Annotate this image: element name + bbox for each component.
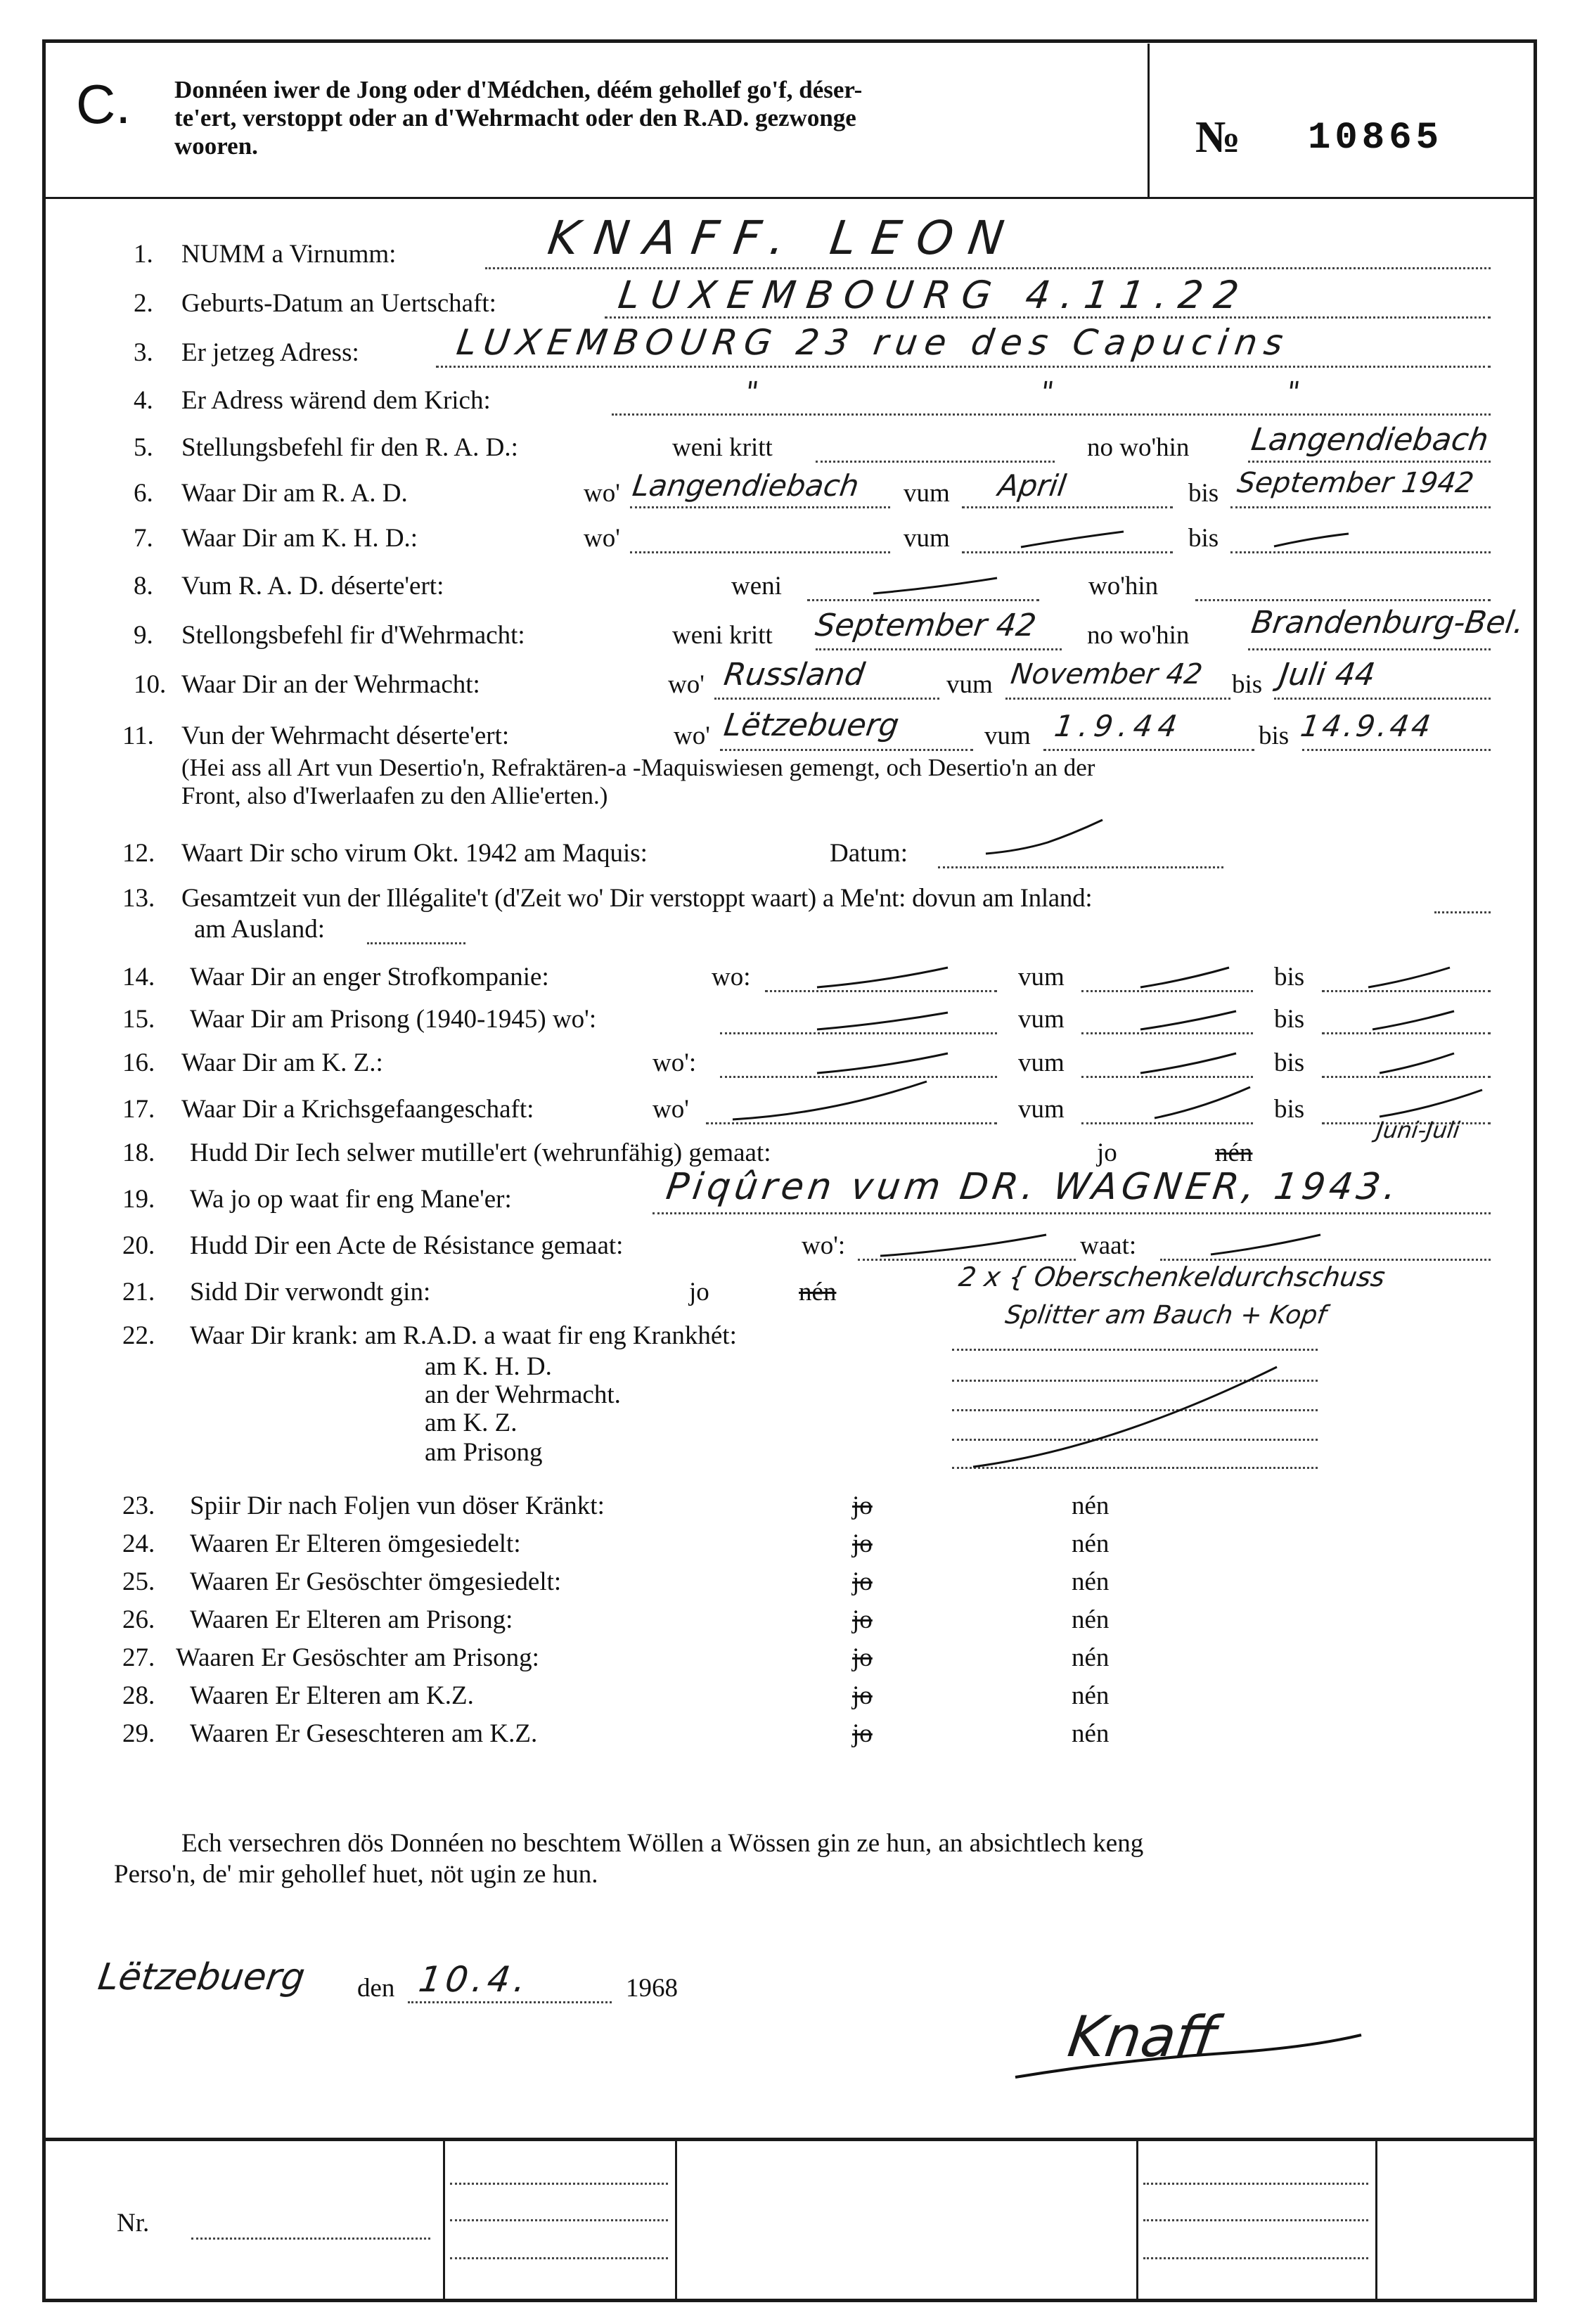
fill-line [1322, 1076, 1491, 1078]
no-option: nén [1072, 1491, 1110, 1520]
row-number: 16. [122, 1048, 155, 1077]
to-label: bis [1188, 479, 1219, 508]
row-number: 25. [122, 1567, 155, 1596]
row-number: 28. [122, 1681, 155, 1710]
intro-line-2: te'ert, verstoppt oder an d'Wehrmacht oder den R.AD. gezwonge [174, 104, 856, 131]
from-label: vum [904, 479, 950, 508]
handwritten-desertion-from: 1.9.44 [1052, 709, 1185, 743]
row-label: NUMM a Virnumm: [181, 240, 397, 269]
intro-line-1: Donnéen iwer de Jong oder d'Médchen, déém gehollef go'f, déser- [174, 76, 863, 103]
fill-line [720, 749, 973, 751]
dash-stroke [1139, 1051, 1238, 1076]
dash-stroke [984, 818, 1104, 858]
row-number: 8. [134, 572, 153, 601]
where-label: wo' [584, 479, 620, 508]
ditto-mark: " [742, 376, 761, 409]
fill-line [1322, 1032, 1491, 1034]
row-label: Waar Dir an der Wehrmacht: [181, 670, 480, 699]
ditto-mark: " [1284, 376, 1302, 409]
row-label: Waaren Er Gesöschter am Prisong: [176, 1643, 539, 1672]
row-number: 21. [122, 1278, 155, 1307]
when-label: weni kritt [672, 621, 773, 650]
row-number: 24. [122, 1529, 155, 1558]
no-option: nén [799, 1278, 837, 1307]
fill-line [1434, 911, 1491, 913]
row-number: 19. [122, 1185, 155, 1214]
illness-sub: am Prisong [425, 1438, 543, 1467]
row-label: Sidd Dir verwondt gin: [190, 1278, 431, 1307]
row-number: 10. [134, 670, 167, 699]
section-letter: C. [76, 73, 131, 135]
where-label: wo' [652, 1095, 689, 1124]
row-number: 4. [134, 386, 153, 415]
fill-line [1302, 749, 1491, 751]
from-label: vum [1018, 963, 1065, 991]
handwritten-desertion-to: 14.9.44 [1298, 709, 1436, 743]
where-label: no wo'hin [1087, 433, 1190, 462]
fill-line [1230, 551, 1491, 553]
yes-option: jo [852, 1529, 873, 1558]
row-label: Waar Dir am R. A. D. [181, 479, 408, 508]
footer-divider [443, 2138, 445, 2299]
fill-line [630, 506, 890, 508]
fill-line [962, 506, 1173, 508]
dash-stroke [731, 1079, 928, 1122]
fill-line [1143, 2257, 1368, 2259]
from-label: vum [1018, 1005, 1065, 1034]
where-label: wo': [652, 1048, 697, 1077]
ditto-mark: " [1038, 376, 1056, 409]
handwritten-rad-to: September 1942 [1235, 467, 1476, 499]
row-label: Waar Dir a Krichsgefaangeschaft: [181, 1095, 534, 1124]
fill-line [1143, 2183, 1368, 2185]
row-number: 23. [122, 1491, 155, 1520]
row-label: Vun der Wehrmacht déserte'ert: [181, 721, 510, 750]
dash-stroke [1209, 1232, 1322, 1257]
row-label: Stellongsbefehl fir d'Wehrmacht: [181, 621, 525, 650]
handwritten-wehrmacht-to: Juli 44 [1277, 657, 1377, 693]
when-label: weni [731, 572, 782, 601]
row-number: 3. [134, 338, 153, 367]
row-number: 22. [122, 1321, 155, 1350]
yes-option: jo [852, 1567, 873, 1596]
fill-line [1322, 990, 1491, 992]
row-number: 20. [122, 1231, 155, 1260]
no-option: nén [1072, 1681, 1110, 1710]
fill-line [408, 2001, 612, 2003]
from-label: vum [1018, 1048, 1065, 1077]
row-label: Waar Dir am K. H. D.: [181, 524, 418, 553]
when-label: weni kritt [672, 433, 773, 462]
fill-line [706, 1122, 997, 1124]
fill-line [450, 2257, 668, 2259]
fill-line [816, 461, 1055, 463]
footer-rule [44, 2138, 1534, 2141]
no-option: nén [1072, 1605, 1110, 1634]
yes-option: jo [852, 1643, 873, 1672]
fill-line [367, 942, 465, 944]
fill-line [1143, 2219, 1368, 2221]
illness-sub: am K. Z. [425, 1408, 518, 1437]
footer-divider [1136, 2138, 1138, 2299]
fill-line [191, 2238, 430, 2240]
dash-stroke [1153, 1084, 1252, 1121]
fill-line [1081, 1032, 1253, 1034]
row-label: Waaren Er Geseschteren am K.Z. [190, 1719, 538, 1748]
dash-stroke [1371, 1008, 1455, 1032]
row-number: 29. [122, 1719, 155, 1748]
illness-sub: am K. H. D. [425, 1352, 552, 1381]
footer-divider [675, 2138, 677, 2299]
handwritten-place: Lëtzebuerg [95, 1956, 308, 1998]
footer-divider [1375, 2138, 1377, 2299]
handwritten-desertion-place: Lëtzebuerg [721, 707, 901, 743]
fill-line [1230, 506, 1491, 508]
handwritten-birth: LUXEMBOURG 4.11.22 [615, 273, 1253, 317]
dash-stroke [1139, 1008, 1238, 1032]
row-label: Waar Dir am Prisong (1940-1945) wo': [190, 1005, 597, 1034]
handwritten-wehrmacht-where: Brandenburg-Bel. [1249, 605, 1526, 641]
where-label: no wo'hin [1087, 621, 1190, 650]
row-label: Gesamtzeit vun der Illégalite't (d'Zeit wo' Dir verstoppt waart) a Me'nt: dovun am Inland: [181, 884, 1093, 913]
fill-line [1248, 648, 1491, 650]
dash-stroke [1378, 1087, 1484, 1119]
row-label: Waaren Er Elteren am Prisong: [190, 1605, 513, 1634]
yes-option: jo [852, 1491, 873, 1520]
row-label: Waart Dir scho virum Okt. 1942 am Maquis: [181, 839, 648, 868]
yes-option: jo [852, 1719, 873, 1748]
date-prefix: den [357, 1974, 395, 2003]
row-number: 5. [134, 433, 153, 462]
row-label: Er Adress wärend dem Krich: [181, 386, 491, 415]
row-number: 11. [122, 721, 154, 750]
fill-line [1081, 1122, 1253, 1124]
number-symbol: № [1195, 112, 1241, 162]
handwritten-wehrmacht-from: November 42 [1008, 658, 1204, 691]
handwritten-method: Piqûren vum DR. WAGNER, 1943. [663, 1166, 1403, 1208]
dash-stroke [1378, 1051, 1455, 1076]
row-number: 15. [122, 1005, 155, 1034]
row-label: Hudd Dir een Acte de Résistance gemaat: [190, 1231, 624, 1260]
no-option: nén [1072, 1529, 1110, 1558]
handwritten-date: 10.4. [416, 1959, 533, 2000]
fill-line [1248, 461, 1491, 463]
intro-line-3: wooren. [174, 132, 258, 160]
desertion-note-1: (Hei ass all Art vun Desertio'n, Refraktären-a -Maquiswiesen gemengt, och Desertio'n an der [181, 754, 1095, 781]
to-label: bis [1274, 1048, 1305, 1077]
row-label: Waaren Er Elteren am K.Z. [190, 1681, 474, 1710]
fill-line [1005, 698, 1230, 700]
dash-stroke [1273, 531, 1350, 549]
from-label: vum [946, 670, 993, 699]
fill-line [652, 1212, 1491, 1214]
dash-stroke [816, 1051, 949, 1076]
to-label: bis [1188, 524, 1219, 553]
row-number: 2. [134, 289, 153, 318]
row-label: Vum R. A. D. déserte'ert: [181, 572, 444, 601]
fill-line [485, 267, 1491, 269]
no-option: nén [1072, 1719, 1110, 1748]
no-option: nén [1215, 1138, 1253, 1167]
row-label: Er jetzeg Adress: [181, 338, 359, 367]
fill-line [436, 366, 1491, 368]
dash-stroke [1139, 965, 1230, 990]
row-label: Spiir Dir nach Foljen vun döser Kränkt: [190, 1491, 605, 1520]
yes-option: jo [852, 1605, 873, 1634]
fill-line [1081, 990, 1253, 992]
fill-line [952, 1349, 1318, 1351]
dash-stroke [879, 1232, 1048, 1259]
row-label: Waaren Er Gesöschter ömgesiedelt: [190, 1567, 562, 1596]
fill-line [1081, 1076, 1253, 1078]
row-number: 9. [134, 621, 153, 650]
row-label: Waaren Er Elteren ömgesiedelt: [190, 1529, 521, 1558]
handwritten-rad-from: April [996, 468, 1069, 503]
signature: Knaff [1064, 2004, 1221, 2069]
fill-line [807, 599, 1039, 601]
row-number: 13. [122, 884, 155, 913]
fill-line [630, 551, 890, 553]
row-number: 18. [122, 1138, 155, 1167]
dash-stroke [816, 1010, 949, 1032]
signature-flourish [1012, 2032, 1364, 2081]
yes-option: jo [852, 1681, 873, 1710]
where-label: wo: [712, 963, 751, 991]
fill-line [765, 990, 997, 992]
handwritten-wehrmacht-when: September 42 [813, 608, 1039, 643]
dash-stroke [970, 1364, 1280, 1470]
handwritten-address: LUXEMBOURG 23 rue des Capucins [454, 322, 1293, 363]
from-label: vum [904, 524, 950, 553]
where-label: wo'hin [1088, 572, 1159, 601]
where-label: wo' [674, 721, 710, 750]
form-number: 10865 [1308, 117, 1444, 160]
fill-line [962, 551, 1173, 553]
fill-line [1160, 1259, 1491, 1261]
handwritten-name: KNAFF. LEON [544, 211, 1023, 265]
row-number: 12. [122, 839, 155, 868]
where-label: wo': [802, 1231, 846, 1260]
handwritten-wound-2: Splitter am Bauch + Kopf [1003, 1301, 1328, 1330]
from-label: vum [984, 721, 1031, 750]
to-label: bis [1232, 670, 1263, 699]
illness-sub: an der Wehrmacht. [425, 1380, 621, 1409]
where-label: wo' [584, 524, 620, 553]
row-label: Geburts-Datum an Uertschaft: [181, 289, 496, 318]
from-label: vum [1018, 1095, 1065, 1124]
row-number: 26. [122, 1605, 155, 1634]
row-label: Stellungsbefehl fir den R. A. D.: [181, 433, 518, 462]
date-label: Datum: [830, 839, 908, 868]
what-label: waat: [1080, 1231, 1137, 1260]
row-number: 14. [122, 963, 155, 991]
row-number: 1. [134, 240, 153, 269]
where-label: wo' [668, 670, 705, 699]
fill-line [938, 866, 1223, 868]
to-label: bis [1274, 1005, 1305, 1034]
dash-stroke [816, 965, 949, 990]
no-option: nén [1072, 1567, 1110, 1596]
row-label: Waar Dir krank: am R.A.D. a waat fir eng Krankhét: [190, 1321, 737, 1350]
row-number: 27. [122, 1643, 155, 1672]
fill-line [1195, 599, 1491, 601]
row-number: 6. [134, 479, 153, 508]
dash-stroke [872, 575, 998, 596]
handwritten-rad-place: Langendiebach [1249, 422, 1491, 458]
handwritten-wound-1: 2 x { Oberschenkeldurchschuss [956, 1261, 1387, 1292]
yes-option: jo [689, 1278, 709, 1307]
to-label: bis [1259, 721, 1290, 750]
desertion-note-2: Front, also d'Iwerlaafen zu den Allie'erten.) [181, 782, 608, 809]
fill-line [720, 1076, 997, 1078]
handwritten-wehrmacht-place: Russland [721, 657, 867, 693]
fill-line [858, 1259, 1076, 1261]
header-divider [1148, 44, 1150, 198]
fill-line [612, 413, 1491, 416]
abroad-label: am Ausland: [194, 915, 326, 944]
fill-line [1274, 698, 1491, 700]
declaration-line-1: Ech versechren dös Donnéen no beschtem Wöllen a Wössen gin ze hun, an absichtlech keng [181, 1829, 1144, 1858]
fill-line [1043, 749, 1254, 751]
no-option: nén [1072, 1643, 1110, 1672]
row-label: Hudd Dir Iech selwer mutille'ert (wehrunfähig) gemaat: [190, 1138, 771, 1167]
yes-option: jo [1097, 1138, 1117, 1167]
declaration-line-2: Perso'n, de' mir gehollef huet, nöt ugin ze hun. [114, 1860, 598, 1889]
fill-line [714, 698, 939, 700]
row-label: Waar Dir an enger Strofkompanie: [190, 963, 549, 991]
to-label: bis [1274, 963, 1305, 991]
fill-line [720, 1032, 997, 1034]
fill-line [450, 2219, 668, 2221]
row-label: Waar Dir am K. Z.: [181, 1048, 383, 1077]
to-label: bis [1274, 1095, 1305, 1124]
handwritten-mutilation-date: Juni-Juli [1375, 1117, 1462, 1143]
footer-nr-label: Nr. [117, 2209, 150, 2238]
header-rule [44, 197, 1534, 199]
fill-line [450, 2183, 668, 2185]
dash-stroke [1367, 965, 1451, 990]
handwritten-rad-where: Langendiebach [630, 468, 861, 503]
dash-stroke [1020, 529, 1125, 550]
row-number: 7. [134, 524, 153, 553]
row-number: 17. [122, 1095, 155, 1124]
row-label: Wa jo op waat fir eng Mane'er: [190, 1185, 512, 1214]
fill-line [816, 648, 1062, 650]
year: 1968 [626, 1974, 678, 2003]
